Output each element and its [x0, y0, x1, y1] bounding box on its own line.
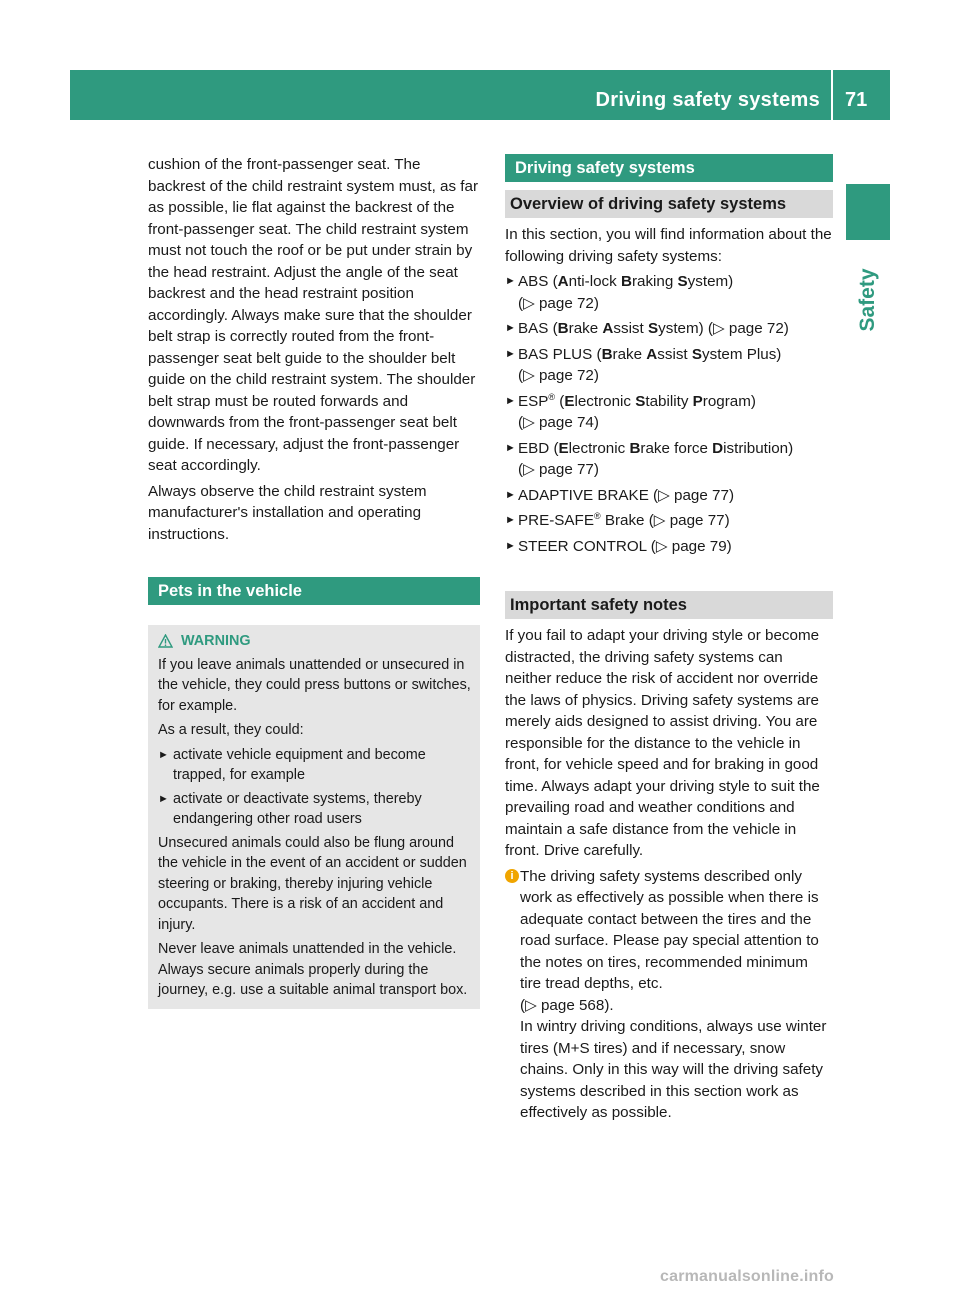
important-notes-paragraph: If you fail to adapt your driving style or become distracted, the driving safety systems can neither reduce the risk of accident nor override the laws of physics. Driving safety systems are merely aids designed to assist driving. You are responsible for the distance to the vehicle in front, for vehicle speed and for braking in good time. Always adapt your driving style to suit the prevailing road and weather conditions and maintain a safe distance from the vehicle in front. Drive carefully.: [505, 627, 820, 859]
page-ref-arrow-icon: ▷: [658, 486, 670, 504]
page-number: 71: [845, 89, 868, 111]
page-ref-arrow-icon: ▷: [523, 294, 535, 312]
page-reference-link[interactable]: page 79: [671, 537, 727, 555]
page-ref-arrow-icon: ▷: [712, 320, 725, 337]
page-reference-link[interactable]: page 72: [538, 367, 594, 384]
chapter-tab-marker: [846, 184, 890, 240]
bullet-icon: ►: [158, 792, 169, 805]
page-reference-link[interactable]: page 77: [538, 461, 594, 478]
tire-info-note: i The driving safety systems described only work as effectively as possible when there is adequate contact between the tires and the road surface. Please pay special attention to the notes on tires, recommended minimum tire tread depths, etc. (▷ page 568). In wintry driving conditions, always use winter tires (M+S tires) and if necessary, snow chains. Only in this way will the driving safety systems described in this section work as effectively as possible.: [505, 866, 833, 1124]
page-ref-arrow-icon: ▷: [655, 537, 668, 555]
list-item-ebd: ► EBD (Electronic Brake force Distribution) (▷ page 77): [505, 439, 794, 478]
page-reference-link[interactable]: page 568: [540, 996, 605, 1014]
list-item-pre-safe: ► PRE-SAFE® Brake (▷ page 77): [505, 510, 833, 532]
warning-paragraph-2: As a result, they could:: [158, 722, 304, 738]
page-ref-arrow-icon: ▷: [523, 414, 535, 431]
page-header-title: Driving safety systems: [595, 89, 820, 111]
safety-systems-list: [505, 271, 833, 557]
page-reference-link[interactable]: page 72: [538, 294, 594, 312]
info-icon: i: [505, 869, 519, 883]
page-reference-link[interactable]: page 77: [674, 486, 729, 504]
driving-safety-section-heading: Driving safety systems: [505, 154, 833, 182]
info-paragraph-1: The driving safety systems described only work as effectively as possible when there is adequate contact between the tires and the road surface. Please pay special attention to the notes on tires, recommended minimum tire tread depths, etc.: [520, 867, 819, 992]
left-column: [148, 154, 480, 1009]
page-ref-arrow-icon: ▷: [525, 996, 537, 1014]
page-reference-link[interactable]: page 74: [538, 414, 594, 431]
important-notes-subheading: Important safety notes: [505, 591, 833, 619]
warning-bullet-list: [158, 745, 474, 830]
bullet-icon: ►: [505, 488, 516, 501]
bullet-icon: ►: [505, 514, 516, 526]
bullet-icon: ►: [505, 347, 516, 360]
info-paragraph-2: In wintry driving conditions, always use winter tires (M+S tires) and if necessary, snow chains. Only in this way will the driving safety systems described in this section work as effectively as possible.: [520, 1018, 827, 1121]
bullet-icon: ►: [505, 394, 516, 407]
overview-subheading: Overview of driving safety systems: [505, 190, 833, 218]
header-divider: [831, 70, 833, 120]
right-column: [505, 154, 833, 1128]
warning-triangle-icon: [158, 634, 173, 648]
pets-section-heading: Pets in the vehicle: [148, 577, 480, 605]
warning-paragraph-3: Unsecured animals could also be flung around the vehicle in the event of an accident or sudden steering or braking, thereby injuring vehicle occupants. There is a risk of an accident and injury.: [158, 834, 467, 933]
child-seat-paragraph: cushion of the front-passenger seat. The backrest of the child restraint system must, as far as possible, lie flat against the backrest of the front-passenger seat. The child restraint system must not touch the roof or be put under strain by the head restraint. Adjust the angle of the seat backrest and the head restraint position accordingly. Always make sure that the shoulder belt strap is correctly routed from the front-passenger seat belt guide to the shoulder belt guide on the child restraint system. The shoulder belt strap must be routed forwards and downwards from the front-passenger seat belt guide. If necessary, adjust the front-passenger seat accordingly.: [148, 156, 479, 474]
list-item-abs: ► ABS (Anti-lock Braking System) (▷ page 72): [505, 273, 734, 312]
page-ref-arrow-icon: ▷: [523, 461, 535, 478]
list-item-esp: ► ESP® (Electronic Stability Program) (▷ page 74): [505, 391, 756, 431]
list-item: ► activate or deactivate systems, thereby endangering other road users: [158, 790, 422, 827]
warning-label: WARNING: [181, 633, 251, 649]
bullet-icon: ►: [505, 441, 516, 454]
page-reference-link[interactable]: page 77: [669, 512, 725, 529]
bullet-icon: ►: [505, 275, 516, 287]
chapter-side-label: Safety: [856, 268, 879, 332]
page-ref-arrow-icon: ▷: [653, 512, 666, 529]
warning-paragraph-1: If you leave animals unattended or unsecured in the vehicle, they could press buttons or switches, for example.: [158, 656, 471, 714]
bullet-icon: ►: [505, 322, 516, 334]
list-item: ► activate vehicle equipment and become trapped, for example: [158, 746, 426, 783]
list-item-adaptive-brake: ► ADAPTIVE BRAKE (▷ page 77): [505, 485, 833, 507]
warning-header: [158, 631, 474, 652]
list-item-bas-plus: ► BAS PLUS (Brake Assist System Plus) (▷ page 72): [505, 345, 782, 384]
list-item-bas: ► BAS (Brake Assist System) (▷ page 72): [505, 318, 833, 340]
page-reference-link[interactable]: page 72: [728, 320, 784, 337]
list-item-steer-control: ► STEER CONTROL (▷ page 79): [505, 536, 833, 558]
observe-instructions-paragraph: Always observe the child restraint system manufacturer's installation and operating instructions.: [148, 482, 427, 543]
bullet-icon: ►: [158, 748, 169, 761]
bullet-icon: ►: [505, 539, 516, 552]
warning-paragraph-4: Never leave animals unattended in the vehicle. Always secure animals properly during the journey, e.g. use a suitable animal transport box.: [158, 941, 468, 998]
page-ref-arrow-icon: ▷: [523, 367, 535, 384]
watermark: carmanualsonline.info: [660, 1268, 835, 1285]
pets-warning-box: [148, 625, 480, 1009]
overview-intro: In this section, you will find information about the following driving safety systems:: [505, 226, 832, 265]
